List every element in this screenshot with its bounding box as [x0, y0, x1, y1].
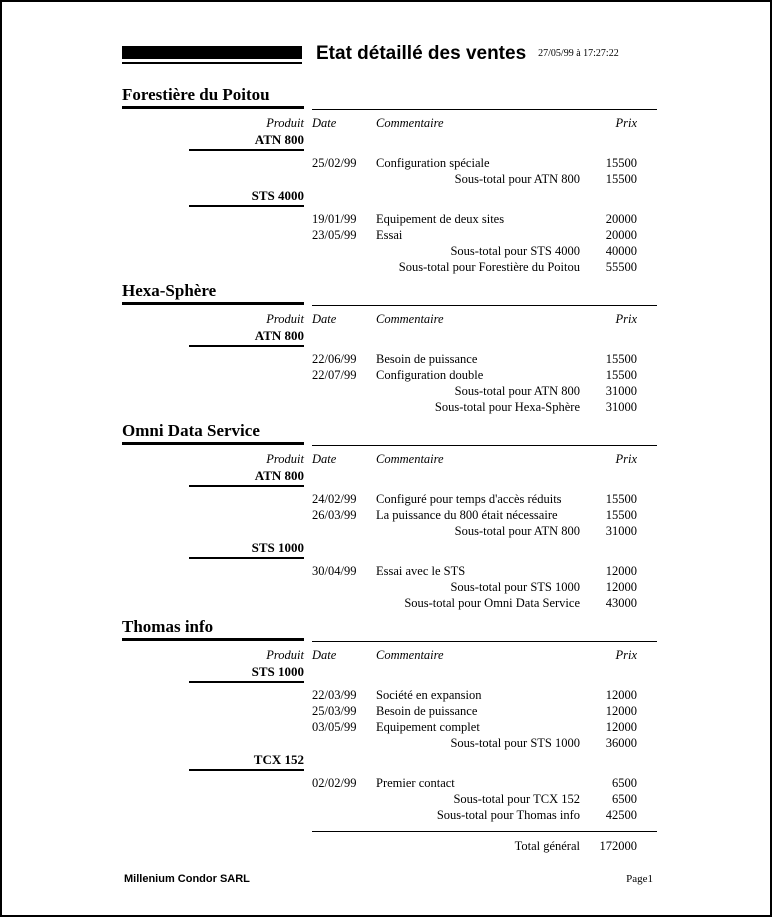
- company-subtotal-label: Sous-total pour Thomas info: [436, 808, 580, 822]
- report-footer: [124, 873, 653, 885]
- company-subtotal-cells: [312, 595, 657, 611]
- company-subtotal-row: [122, 807, 653, 823]
- spacer-cell: [122, 227, 304, 243]
- company-subtotal-row: [122, 259, 653, 275]
- company-subtotal-value: 42500: [605, 808, 637, 822]
- spacer-cell: [122, 399, 304, 415]
- date-column-header: Date: [312, 648, 337, 662]
- company-name: Thomas info: [122, 618, 304, 641]
- table-column-headers: [312, 641, 657, 663]
- product-subtotal-row: [122, 579, 653, 595]
- sale-row: [122, 367, 653, 383]
- price-column-header: Prix: [615, 312, 637, 326]
- company-subtotal-row: [122, 399, 653, 415]
- spacer-cell: [122, 807, 304, 823]
- company-subtotal-label: Sous-total pour Omni Data Service: [404, 596, 580, 610]
- sale-row: [122, 563, 653, 579]
- sale-price: 20000: [605, 228, 637, 242]
- spacer-cell: [122, 383, 304, 399]
- sale-date: 22/03/99: [312, 688, 357, 702]
- product-subtotal-row: [122, 791, 653, 807]
- company-groups: [122, 86, 653, 823]
- company-group: [122, 618, 653, 823]
- product-subtotal-row: [122, 243, 653, 259]
- product-subtotal-cells: [312, 791, 657, 807]
- product-name: TCX 152: [189, 753, 304, 771]
- company-subtotal-cells: [312, 807, 657, 823]
- product-cell: [122, 469, 304, 487]
- company-group: [122, 86, 653, 275]
- sale-price: 12000: [605, 720, 637, 734]
- sale-date: 19/01/99: [312, 212, 357, 226]
- grand-total-label: Total général: [514, 839, 580, 853]
- product-subtotal-row: [122, 523, 653, 539]
- product-subtotal-value: 15500: [605, 172, 637, 186]
- sale-comment: Configuration spéciale: [376, 156, 490, 170]
- spacer-cell: [122, 595, 304, 611]
- product-row: [122, 541, 653, 559]
- sale-comment: Equipement complet: [376, 720, 480, 734]
- comment-column-header: Commentaire: [376, 452, 444, 466]
- sale-row: [122, 703, 653, 719]
- spacer-cell: [122, 719, 304, 735]
- sale-cells: [312, 563, 657, 579]
- product-subtotal-value: 40000: [605, 244, 637, 258]
- table-column-headers: [312, 109, 657, 131]
- product-subtotal-cells: [312, 383, 657, 399]
- product-subtotal-cells: [312, 579, 657, 595]
- product-subtotal-value: 31000: [605, 384, 637, 398]
- sale-comment: Premier contact: [376, 776, 455, 790]
- sale-comment: Configuration double: [376, 368, 484, 382]
- spacer-cell: [122, 243, 304, 259]
- price-column-header: Prix: [615, 116, 637, 130]
- spacer-cell: [122, 791, 304, 807]
- product-subtotal-cells: [312, 735, 657, 751]
- comment-column-header: Commentaire: [376, 312, 444, 326]
- product-subtotal-label: Sous-total pour STS 1000: [450, 736, 580, 750]
- spacer-cell: [312, 541, 657, 559]
- product-cell: [122, 753, 304, 771]
- sale-comment: Besoin de puissance: [376, 352, 478, 366]
- company-name: Omni Data Service: [122, 422, 304, 445]
- spacer-cell: [312, 753, 657, 771]
- sale-price: 12000: [605, 704, 637, 718]
- spacer-cell: [122, 211, 304, 227]
- sale-row: [122, 155, 653, 171]
- comment-column-header: Commentaire: [376, 648, 444, 662]
- product-subtotal-label: Sous-total pour ATN 800: [454, 172, 580, 186]
- product-column-header: Produit: [266, 116, 304, 130]
- company-subtotal-value: 55500: [605, 260, 637, 274]
- company-subtotal-label: Sous-total pour Hexa-Sphère: [434, 400, 580, 414]
- sale-price: 15500: [605, 368, 637, 382]
- sale-comment: Configuré pour temps d'accès réduits: [376, 492, 562, 506]
- sale-comment: Essai: [376, 228, 403, 242]
- sale-date: 22/06/99: [312, 352, 357, 366]
- product-cell: [122, 189, 304, 207]
- table-column-headers: [312, 445, 657, 467]
- sale-date: 03/05/99: [312, 720, 357, 734]
- product-subtotal-cells: [312, 243, 657, 259]
- sale-cells: [312, 211, 657, 227]
- sale-price: 15500: [605, 508, 637, 522]
- header-thick-rule: [122, 46, 302, 59]
- product-column-header: Produit: [266, 648, 304, 662]
- sale-cells: [312, 367, 657, 383]
- sale-price: 12000: [605, 564, 637, 578]
- sale-comment: Besoin de puissance: [376, 704, 478, 718]
- product-cell: [122, 541, 304, 559]
- company-subtotal-cells: [312, 399, 657, 415]
- product-subtotal-label: Sous-total pour STS 1000: [450, 580, 580, 594]
- product-subtotal-cells: [312, 171, 657, 187]
- grand-total-value: 172000: [599, 839, 637, 853]
- spacer-cell: [122, 259, 304, 275]
- date-column-header: Date: [312, 116, 337, 130]
- sale-price: 20000: [605, 212, 637, 226]
- spacer-cell: [312, 133, 657, 151]
- product-row: [122, 665, 653, 683]
- group-table: [122, 109, 653, 275]
- spacer-cell: [122, 351, 304, 367]
- group-table: [122, 305, 653, 415]
- sale-date: 22/07/99: [312, 368, 357, 382]
- header-bar-decoration: [122, 46, 302, 64]
- sale-row: [122, 687, 653, 703]
- product-subtotal-row: [122, 171, 653, 187]
- spacer-cell: [122, 775, 304, 791]
- table-header-row: [122, 445, 653, 467]
- group-table: [122, 641, 653, 823]
- product-row: [122, 133, 653, 151]
- product-subtotal-value: 12000: [605, 580, 637, 594]
- report-timestamp: 27/05/99 à 17:27:22: [538, 48, 619, 59]
- product-name: ATN 800: [189, 329, 304, 347]
- company-subtotal-value: 43000: [605, 596, 637, 610]
- product-cell: [122, 133, 304, 151]
- company-group: [122, 282, 653, 415]
- price-column-header: Prix: [615, 452, 637, 466]
- spacer-cell: [122, 367, 304, 383]
- spacer-cell: [122, 579, 304, 595]
- comment-column-header: Commentaire: [376, 116, 444, 130]
- product-row: [122, 329, 653, 347]
- report-title: Etat détaillé des ventes: [316, 43, 527, 64]
- sale-cells: [312, 719, 657, 735]
- sale-date: 26/03/99: [312, 508, 357, 522]
- sale-cells: [312, 507, 657, 523]
- sale-row: [122, 227, 653, 243]
- product-column-header: Produit: [266, 312, 304, 326]
- sale-cells: [312, 227, 657, 243]
- price-column-header: Prix: [615, 648, 637, 662]
- product-name: STS 1000: [189, 541, 304, 559]
- sale-row: [122, 719, 653, 735]
- company-name: Hexa-Sphère: [122, 282, 304, 305]
- product-subtotal-cells: [312, 523, 657, 539]
- product-subtotal-value: 6500: [612, 792, 637, 806]
- product-subtotal-value: 31000: [605, 524, 637, 538]
- table-header-row: [122, 305, 653, 327]
- spacer-cell: [122, 703, 304, 719]
- product-subtotal-row: [122, 735, 653, 751]
- product-column-header: Produit: [266, 452, 304, 466]
- sale-cells: [312, 703, 657, 719]
- sale-date: 23/05/99: [312, 228, 357, 242]
- product-subtotal-label: Sous-total pour ATN 800: [454, 384, 580, 398]
- date-column-header: Date: [312, 312, 337, 326]
- spacer-cell: [122, 523, 304, 539]
- sale-price: 15500: [605, 156, 637, 170]
- product-row: [122, 189, 653, 207]
- sale-date: 30/04/99: [312, 564, 357, 578]
- product-row: [122, 469, 653, 487]
- sale-price: 12000: [605, 688, 637, 702]
- product-subtotal-label: Sous-total pour ATN 800: [454, 524, 580, 538]
- sale-comment: La puissance du 800 était nécessaire: [376, 508, 558, 522]
- product-subtotal-row: [122, 383, 653, 399]
- product-cell: [122, 329, 304, 347]
- product-name: ATN 800: [189, 469, 304, 487]
- sale-date: 24/02/99: [312, 492, 357, 506]
- sale-cells: [312, 687, 657, 703]
- product-subtotal-label: Sous-total pour TCX 152: [453, 792, 580, 806]
- sale-row: [122, 351, 653, 367]
- sale-price: 6500: [612, 776, 637, 790]
- company-name: Forestière du Poitou: [122, 86, 304, 109]
- sale-cells: [312, 155, 657, 171]
- company-subtotal-value: 31000: [605, 400, 637, 414]
- sale-cells: [312, 491, 657, 507]
- company-group: [122, 422, 653, 611]
- sale-date: 02/02/99: [312, 776, 357, 790]
- company-subtotal-row: [122, 595, 653, 611]
- sale-price: 15500: [605, 492, 637, 506]
- product-subtotal-value: 36000: [605, 736, 637, 750]
- sale-row: [122, 211, 653, 227]
- product-name: STS 1000: [189, 665, 304, 683]
- sale-comment: Essai avec le STS: [376, 564, 466, 578]
- sale-comment: Société en expansion: [376, 688, 482, 702]
- spacer-cell: [122, 491, 304, 507]
- spacer-cell: [122, 171, 304, 187]
- spacer-cell: [122, 687, 304, 703]
- sale-row: [122, 491, 653, 507]
- spacer-cell: [122, 735, 304, 751]
- sale-date: 25/03/99: [312, 704, 357, 718]
- product-subtotal-label: Sous-total pour STS 4000: [450, 244, 580, 258]
- product-name: STS 4000: [189, 189, 304, 207]
- table-header-row: [122, 109, 653, 131]
- product-name: ATN 800: [189, 133, 304, 151]
- table-header-row: [122, 641, 653, 663]
- date-column-header: Date: [312, 452, 337, 466]
- header-thin-rule: [122, 62, 302, 64]
- sale-row: [122, 775, 653, 791]
- sale-cells: [312, 351, 657, 367]
- sale-cells: [312, 775, 657, 791]
- product-row: [122, 753, 653, 771]
- spacer-cell: [312, 469, 657, 487]
- sale-date: 25/02/99: [312, 156, 357, 170]
- report-content: [2, 2, 770, 854]
- table-column-headers: [312, 305, 657, 327]
- grand-total-row: [312, 831, 657, 854]
- sale-price: 15500: [605, 352, 637, 366]
- spacer-cell: [122, 563, 304, 579]
- footer-page-number: Page1: [626, 873, 653, 885]
- company-subtotal-cells: [312, 259, 657, 275]
- spacer-cell: [312, 665, 657, 683]
- product-cell: [122, 665, 304, 683]
- footer-company-name: Millenium Condor SARL: [124, 873, 250, 885]
- spacer-cell: [312, 189, 657, 207]
- spacer-cell: [122, 155, 304, 171]
- report-header: [122, 44, 653, 64]
- sale-row: [122, 507, 653, 523]
- group-table: [122, 445, 653, 611]
- spacer-cell: [122, 507, 304, 523]
- sale-comment: Equipement de deux sites: [376, 212, 505, 226]
- company-subtotal-label: Sous-total pour Forestière du Poitou: [398, 260, 580, 274]
- spacer-cell: [312, 329, 657, 347]
